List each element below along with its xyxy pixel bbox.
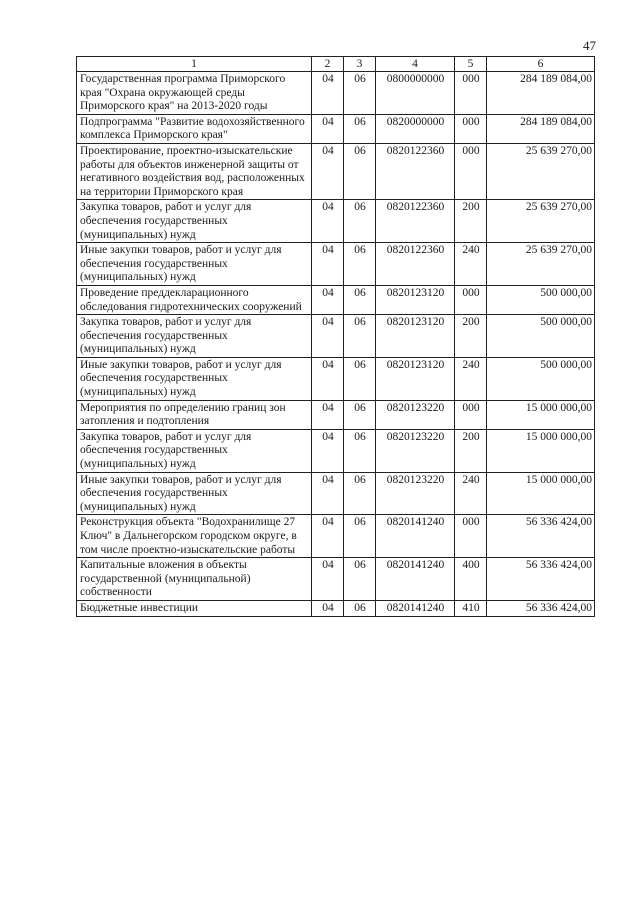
row-name-cell: Проведение преддекларационного обследования гидротехнических сооружений bbox=[77, 285, 312, 314]
row-amount-cell: 56 336 424,00 bbox=[487, 515, 595, 558]
row-target-article-cell: 0820122360 bbox=[376, 243, 455, 286]
row-expense-type-cell: 240 bbox=[455, 243, 487, 286]
column-header-4: 4 bbox=[376, 57, 455, 72]
row-amount-cell: 500 000,00 bbox=[487, 285, 595, 314]
row-amount-cell: 500 000,00 bbox=[487, 357, 595, 400]
row-expense-type-cell: 200 bbox=[455, 315, 487, 358]
table-row bbox=[77, 429, 595, 472]
row-section-cell: 04 bbox=[312, 114, 344, 143]
row-name-cell: Мероприятия по определению границ зон затопления и подтопления bbox=[77, 400, 312, 429]
row-target-article-cell: 0820122360 bbox=[376, 143, 455, 199]
row-target-article-cell: 0820000000 bbox=[376, 114, 455, 143]
row-subsection-cell: 06 bbox=[344, 429, 376, 472]
row-expense-type-cell: 000 bbox=[455, 515, 487, 558]
row-target-article-cell: 0820122360 bbox=[376, 200, 455, 243]
row-amount-cell: 25 639 270,00 bbox=[487, 243, 595, 286]
row-subsection-cell: 06 bbox=[344, 243, 376, 286]
table-row bbox=[77, 515, 595, 558]
table-row bbox=[77, 357, 595, 400]
table-row bbox=[77, 285, 595, 314]
table-row bbox=[77, 72, 595, 115]
row-amount-cell: 56 336 424,00 bbox=[487, 558, 595, 601]
row-expense-type-cell: 410 bbox=[455, 600, 487, 616]
row-section-cell: 04 bbox=[312, 72, 344, 115]
row-subsection-cell: 06 bbox=[344, 600, 376, 616]
table-row bbox=[77, 114, 595, 143]
row-expense-type-cell: 200 bbox=[455, 200, 487, 243]
row-section-cell: 04 bbox=[312, 243, 344, 286]
row-subsection-cell: 06 bbox=[344, 114, 376, 143]
row-subsection-cell: 06 bbox=[344, 143, 376, 199]
table-row bbox=[77, 200, 595, 243]
table-row bbox=[77, 243, 595, 286]
row-section-cell: 04 bbox=[312, 200, 344, 243]
table-header-row bbox=[77, 57, 595, 72]
row-section-cell: 04 bbox=[312, 429, 344, 472]
row-subsection-cell: 06 bbox=[344, 357, 376, 400]
row-target-article-cell: 0820123120 bbox=[376, 315, 455, 358]
row-name-cell: Иные закупки товаров, работ и услуг для обеспечения государственных (муниципальных) нужд bbox=[77, 472, 312, 515]
column-header-2: 2 bbox=[312, 57, 344, 72]
row-name-cell: Реконструкция объекта "Водохранилище 27 Ключ" в Дальнегорском городском округе, в том числе проектно-изыскательские работы bbox=[77, 515, 312, 558]
table-row bbox=[77, 558, 595, 601]
row-section-cell: 04 bbox=[312, 558, 344, 601]
table-row bbox=[77, 472, 595, 515]
row-subsection-cell: 06 bbox=[344, 285, 376, 314]
row-subsection-cell: 06 bbox=[344, 472, 376, 515]
row-expense-type-cell: 000 bbox=[455, 114, 487, 143]
row-expense-type-cell: 000 bbox=[455, 285, 487, 314]
row-name-cell: Закупка товаров, работ и услуг для обеспечения государственных (муниципальных) нужд bbox=[77, 429, 312, 472]
row-target-article-cell: 0820141240 bbox=[376, 600, 455, 616]
budget-table bbox=[76, 56, 595, 617]
table-body bbox=[77, 72, 595, 617]
row-subsection-cell: 06 bbox=[344, 72, 376, 115]
row-amount-cell: 284 189 084,00 bbox=[487, 114, 595, 143]
row-target-article-cell: 0820123120 bbox=[376, 285, 455, 314]
row-subsection-cell: 06 bbox=[344, 515, 376, 558]
column-header-5: 5 bbox=[455, 57, 487, 72]
row-subsection-cell: 06 bbox=[344, 200, 376, 243]
row-section-cell: 04 bbox=[312, 472, 344, 515]
row-section-cell: 04 bbox=[312, 515, 344, 558]
row-amount-cell: 25 639 270,00 bbox=[487, 200, 595, 243]
row-target-article-cell: 0820141240 bbox=[376, 515, 455, 558]
row-amount-cell: 500 000,00 bbox=[487, 315, 595, 358]
row-name-cell: Проектирование, проектно-изыскательские работы для объектов инженерной защиты от негативного воздействия вод, расположенных на территории Приморского края bbox=[77, 143, 312, 199]
row-name-cell: Бюджетные инвестиции bbox=[77, 600, 312, 616]
row-section-cell: 04 bbox=[312, 357, 344, 400]
row-section-cell: 04 bbox=[312, 285, 344, 314]
row-expense-type-cell: 240 bbox=[455, 472, 487, 515]
row-amount-cell: 15 000 000,00 bbox=[487, 429, 595, 472]
row-amount-cell: 284 189 084,00 bbox=[487, 72, 595, 115]
column-header-6: 6 bbox=[487, 57, 595, 72]
table-row bbox=[77, 315, 595, 358]
table-row bbox=[77, 143, 595, 199]
page-number: 47 bbox=[583, 38, 596, 53]
row-target-article-cell: 0820123220 bbox=[376, 472, 455, 515]
row-section-cell: 04 bbox=[312, 143, 344, 199]
row-amount-cell: 25 639 270,00 bbox=[487, 143, 595, 199]
row-section-cell: 04 bbox=[312, 600, 344, 616]
row-subsection-cell: 06 bbox=[344, 558, 376, 601]
table-row bbox=[77, 400, 595, 429]
row-target-article-cell: 0820123120 bbox=[376, 357, 455, 400]
row-name-cell: Иные закупки товаров, работ и услуг для обеспечения государственных (муниципальных) нужд bbox=[77, 357, 312, 400]
row-subsection-cell: 06 bbox=[344, 400, 376, 429]
row-name-cell: Иные закупки товаров, работ и услуг для обеспечения государственных (муниципальных) нужд bbox=[77, 243, 312, 286]
row-amount-cell: 15 000 000,00 bbox=[487, 400, 595, 429]
row-expense-type-cell: 240 bbox=[455, 357, 487, 400]
row-target-article-cell: 0820141240 bbox=[376, 558, 455, 601]
row-expense-type-cell: 000 bbox=[455, 72, 487, 115]
row-name-cell: Закупка товаров, работ и услуг для обеспечения государственных (муниципальных) нужд bbox=[77, 200, 312, 243]
row-section-cell: 04 bbox=[312, 315, 344, 358]
table-row bbox=[77, 600, 595, 616]
row-amount-cell: 56 336 424,00 bbox=[487, 600, 595, 616]
column-header-3: 3 bbox=[344, 57, 376, 72]
row-target-article-cell: 0820123220 bbox=[376, 429, 455, 472]
row-expense-type-cell: 200 bbox=[455, 429, 487, 472]
row-target-article-cell: 0800000000 bbox=[376, 72, 455, 115]
column-header-1: 1 bbox=[77, 57, 312, 72]
row-expense-type-cell: 400 bbox=[455, 558, 487, 601]
row-name-cell: Капитальные вложения в объекты государственной (муниципальной) собственности bbox=[77, 558, 312, 601]
row-name-cell: Государственная программа Приморского края "Охрана окружающей среды Приморского края" на 2013-2020 годы bbox=[77, 72, 312, 115]
row-expense-type-cell: 000 bbox=[455, 400, 487, 429]
row-name-cell: Закупка товаров, работ и услуг для обеспечения государственных (муниципальных) нужд bbox=[77, 315, 312, 358]
row-subsection-cell: 06 bbox=[344, 315, 376, 358]
row-section-cell: 04 bbox=[312, 400, 344, 429]
row-expense-type-cell: 000 bbox=[455, 143, 487, 199]
row-target-article-cell: 0820123220 bbox=[376, 400, 455, 429]
row-name-cell: Подпрограмма "Развитие водохозяйственного комплекса Приморского края" bbox=[77, 114, 312, 143]
row-amount-cell: 15 000 000,00 bbox=[487, 472, 595, 515]
